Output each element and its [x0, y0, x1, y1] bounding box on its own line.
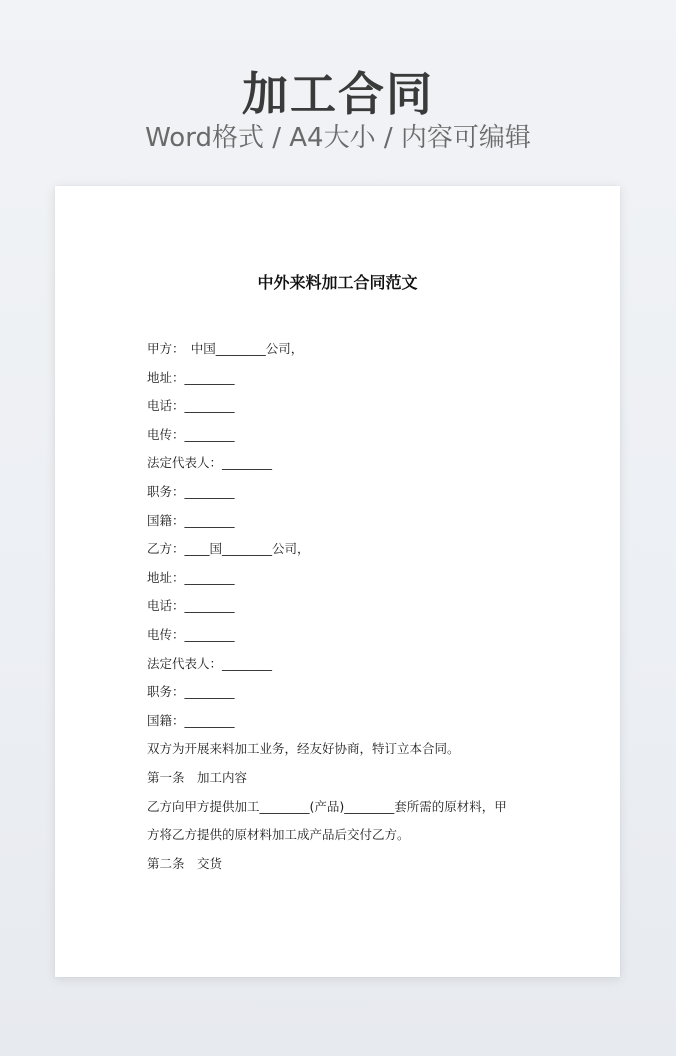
- party-a-phone: 电话：________: [147, 398, 235, 414]
- article-1-text-line-2: 方将乙方提供的原材料加工成产品后交付乙方。: [147, 827, 410, 843]
- article-2-heading: 第二条 交货: [147, 855, 223, 871]
- party-b-phone: 电话：________: [147, 598, 235, 614]
- party-b-position: 职务：________: [147, 684, 235, 700]
- document-body: [147, 335, 557, 878]
- party-a-line: 甲方： 中国________公司，: [147, 341, 304, 356]
- page-title: 加工合同: [242, 67, 434, 121]
- party-b-address: 地址：________: [147, 569, 235, 585]
- article-1-text-line-1: 乙方向甲方提供加工________(产品)________套所需的原材料，甲: [147, 798, 507, 814]
- party-b-telex: 电传：________: [147, 626, 235, 642]
- party-b-legal-rep: 法定代表人：________: [147, 655, 273, 671]
- article-1-heading: 第一条 加工内容: [147, 769, 248, 785]
- page-subtitle: Word格式 / A4大小 / 内容可编辑: [145, 123, 531, 153]
- party-a-legal-rep: 法定代表人：________: [147, 455, 273, 471]
- party-a-address: 地址：________: [147, 369, 235, 385]
- party-a-nationality: 国籍：________: [147, 512, 235, 528]
- party-a-telex: 电传：________: [147, 426, 235, 442]
- document-title: 中外来料加工合同范文: [257, 273, 418, 292]
- party-b-line: 乙方：____国________公司，: [147, 541, 310, 557]
- preamble-text: 双方为开展来料加工业务，经友好协商，特订立本合同。: [147, 741, 460, 757]
- party-a-position: 职务：________: [147, 483, 235, 499]
- document-page: [55, 186, 620, 977]
- party-b-nationality: 国籍：________: [147, 712, 235, 728]
